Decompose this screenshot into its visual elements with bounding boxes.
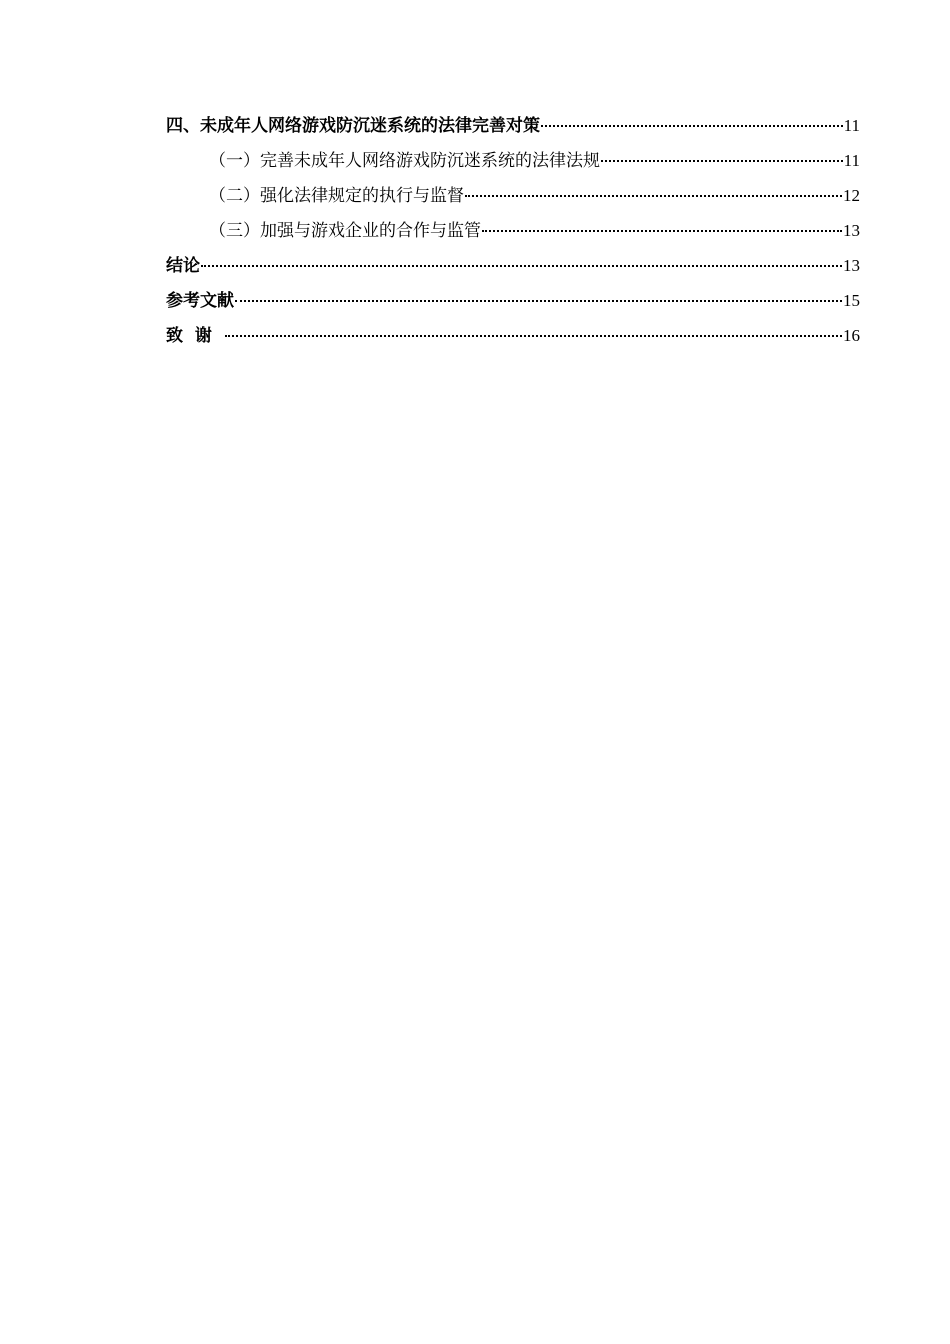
toc-page-number: 11 bbox=[843, 151, 860, 170]
toc-leader-dots bbox=[465, 195, 842, 197]
toc-entry-title: 四、未成年人网络游戏防沉迷系统的法律完善对策 bbox=[166, 116, 540, 136]
toc-entry-acknowledgements[interactable] bbox=[166, 322, 860, 357]
toc-entry-section-4-1[interactable] bbox=[166, 147, 860, 182]
toc-entry-section-4-2[interactable] bbox=[166, 182, 860, 217]
toc-entry-title: （三）加强与游戏企业的合作与监管 bbox=[209, 221, 481, 241]
toc-page-number: 16 bbox=[843, 326, 860, 345]
toc-page-number: 12 bbox=[843, 186, 860, 205]
toc-page-number: 15 bbox=[843, 291, 860, 310]
toc-page-number: 11 bbox=[843, 116, 860, 135]
toc-entry-title: 结论 bbox=[166, 256, 200, 276]
table-of-contents bbox=[166, 112, 860, 357]
toc-leader-dots bbox=[541, 125, 843, 127]
toc-leader-dots bbox=[482, 230, 842, 232]
toc-leader-dots bbox=[235, 300, 842, 302]
toc-leader-dots bbox=[201, 265, 842, 267]
toc-leader-dots bbox=[225, 335, 842, 337]
toc-leader-dots bbox=[601, 160, 843, 162]
toc-entry-conclusion[interactable] bbox=[166, 252, 860, 287]
toc-page-number: 13 bbox=[843, 221, 860, 240]
toc-page-number: 13 bbox=[843, 256, 860, 275]
toc-entry-title: （一）完善未成年人网络游戏防沉迷系统的法律法规 bbox=[209, 151, 600, 171]
toc-entry-title: （二）强化法律规定的执行与监督 bbox=[209, 186, 464, 206]
toc-entry-section-4-3[interactable] bbox=[166, 217, 860, 252]
toc-entry-title: 致谢 bbox=[166, 326, 224, 346]
toc-entry-references[interactable] bbox=[166, 287, 860, 322]
toc-entry-section-4[interactable] bbox=[166, 112, 860, 147]
toc-entry-title: 参考文献 bbox=[166, 291, 234, 311]
